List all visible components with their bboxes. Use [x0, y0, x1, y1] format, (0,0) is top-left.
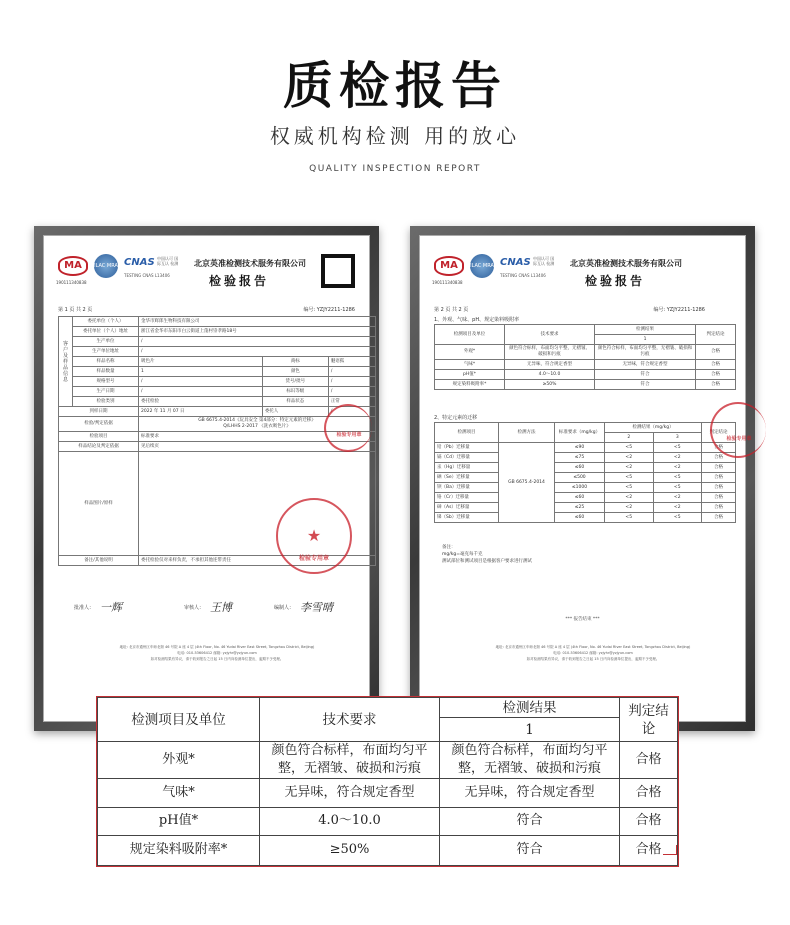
cell	[260, 779, 440, 807]
header-cell: 技术要求	[260, 698, 440, 742]
cell: 规定染料吸附率*	[435, 380, 505, 390]
cell: 合格	[702, 473, 736, 483]
cell: <2	[605, 463, 654, 473]
note-line: 测试部位和测试项目是根据客户要求进行测试	[442, 559, 532, 564]
cell: ≤25	[555, 503, 605, 513]
cell	[440, 835, 620, 865]
cell: 气味*	[435, 360, 505, 370]
header-cell: 1	[440, 718, 620, 742]
report-name: 检验报告	[209, 274, 270, 288]
ilac-logo-icon: ILAC MRA	[470, 254, 494, 278]
cell: 气味*	[98, 779, 260, 807]
cell: 合格	[696, 360, 736, 370]
cell: <2	[605, 493, 654, 503]
stamp-text: 检验专用章	[336, 432, 362, 438]
cell: GB 6675.4-2014	[499, 443, 555, 523]
cell: 委托单位（个人）地址	[73, 327, 139, 337]
cell: 技术要求	[505, 325, 595, 345]
table-row	[435, 513, 736, 523]
cell: ≤60	[555, 493, 605, 503]
page-indicator: 第 1 页 共 2 页	[58, 307, 93, 313]
table-row	[435, 370, 736, 380]
cell	[440, 807, 620, 835]
cell: /	[328, 367, 375, 377]
footer-notice: 如对检测结果有异议，请于收到报告之日起 15 日内向检测单位提出，逾期不予受理。	[150, 657, 284, 661]
ma-id: 190111340838	[56, 280, 87, 285]
stamp-text: 检验专用章	[726, 436, 752, 442]
cell: 4.0～10.0	[505, 370, 595, 380]
cell: 魅语狐	[328, 357, 375, 367]
cnas-logo-icon: CNAS	[500, 257, 531, 268]
cell: 1	[139, 367, 263, 377]
cell: 合格	[696, 380, 736, 390]
cell-line: ≥50%	[329, 842, 370, 858]
cell: 吸色片	[139, 357, 263, 367]
cell: 合格	[620, 742, 678, 779]
cell: 2022 年 11 月 07 日	[139, 407, 263, 417]
cell-line: 4.0～10.0	[318, 813, 381, 829]
table-row	[435, 463, 736, 473]
cell-line: 符合	[516, 842, 543, 858]
cell: <2	[653, 503, 702, 513]
cell: 委托检验	[139, 397, 263, 407]
cell: /	[139, 387, 263, 397]
cell: 符合	[595, 380, 696, 390]
cell: 外观*	[98, 742, 260, 779]
cell: 2	[605, 433, 654, 443]
cell: <5	[653, 443, 702, 453]
cell: 合格	[702, 493, 736, 503]
cell: ≤60	[555, 513, 605, 523]
basis-line-2: Q/LHHS 2-2017 《洗衣吸色片》	[223, 424, 291, 429]
results-table-large	[97, 697, 678, 866]
cell: 正常	[328, 397, 375, 407]
table-row	[98, 779, 678, 807]
cell: 硒（Se）迁移量	[435, 473, 499, 483]
cell: <2	[653, 463, 702, 473]
cell: /	[328, 377, 375, 387]
footer-notice: 如对检测结果有异议，请于收到报告之日起 15 日内向检测单位提出，逾期不予受理。	[526, 657, 660, 661]
note-line: mg/kg=毫克每千克	[442, 552, 483, 557]
cell: 颜色	[262, 367, 328, 377]
cell: 标准要求	[139, 432, 376, 442]
cell: <5	[653, 483, 702, 493]
inspection-stamp-partial	[710, 402, 766, 458]
cell: 外观*	[435, 345, 505, 360]
cell: 检测项目及单位	[435, 325, 505, 345]
page-subtitle: 权威机构检测 用的放心	[269, 124, 521, 148]
table-row	[435, 360, 736, 370]
corner-mark-icon	[663, 845, 677, 855]
cell: 检测方法	[499, 423, 555, 443]
cnas-sub: TESTING CNAS L13406	[124, 273, 170, 278]
cell: 委托人	[262, 407, 328, 417]
ma-logo-icon: MA	[434, 256, 464, 276]
magnified-results-table	[96, 696, 679, 867]
stamp-text: 检验专用章	[298, 555, 329, 562]
cell: 铅（Pb）迁移量	[435, 443, 499, 453]
footer-address: 地址: 北京市通州区车师北街 46 号院 A 座 4 层 (4th Floor, No. 46 Yudai River East Street, Tongzhou District, Beijing)	[119, 645, 315, 649]
right-report-sheet	[419, 235, 752, 722]
header-cell: 检测结果	[440, 698, 620, 718]
sheet-footer	[58, 644, 376, 662]
qr-code-icon	[321, 254, 355, 288]
cell-line: 整，无褶皱、破损和污痕	[277, 761, 421, 777]
cell: <2	[653, 493, 702, 503]
cell: 合格	[702, 483, 736, 493]
cell: 检验类别	[73, 397, 139, 407]
accreditation-cn-text: 中国认可 国际互认 检测	[157, 256, 179, 266]
cell: 合格	[696, 370, 736, 380]
cell: 钡（Ba）迁移量	[435, 483, 499, 493]
cell: 生产日期	[73, 387, 139, 397]
cell: ≥50%	[505, 380, 595, 390]
cell: 无异味，符合规定香型	[595, 360, 696, 370]
cell: 符合	[595, 370, 696, 380]
table-row	[98, 742, 678, 779]
cell: 生产单位	[73, 337, 139, 347]
cell: 标准要求（mg/kg）	[555, 423, 605, 443]
cell-line: 颜色符合标样，布面均匀平	[451, 743, 608, 759]
cell-line: 颜色符合标样，布面均匀平	[271, 743, 428, 759]
cell: /	[139, 347, 376, 357]
ma-id: 190111340838	[432, 280, 463, 285]
header-cell: 判定结论	[620, 698, 678, 742]
side-label: 客户及样品信息	[59, 317, 73, 407]
cell: /	[328, 407, 375, 417]
cell: 样品状态	[262, 397, 328, 407]
cell: <2	[653, 453, 702, 463]
cell: 货号/批号	[262, 377, 328, 387]
page-indicator: 第 2 页 共 2 页	[434, 307, 469, 313]
cnas-logo-icon: CNAS	[124, 257, 155, 268]
cell: <5	[653, 473, 702, 483]
inspection-stamp	[276, 498, 352, 574]
sheet-footer	[434, 644, 752, 662]
reviewer-signature: 王博	[210, 601, 232, 614]
right-certificate-frame	[410, 226, 755, 731]
cell	[440, 742, 620, 779]
cell-line: 无异味，符合规定香型	[284, 785, 415, 801]
cell: pH值*	[435, 370, 505, 380]
cell: 合格	[702, 443, 736, 453]
ilac-logo-icon: ILAC MRA	[94, 254, 118, 278]
cell: 无异味，符合规定香型	[505, 360, 595, 370]
table-row	[98, 807, 678, 835]
table-row	[98, 835, 678, 865]
cell: 到样日期	[59, 407, 139, 417]
cell: <5	[605, 473, 654, 483]
cell: <5	[605, 513, 654, 523]
cell: <2	[605, 503, 654, 513]
stamp-star-icon: ★	[306, 526, 322, 545]
cell: 检验/判定依据	[59, 417, 139, 432]
cell: 镉（Cd）迁移量	[435, 453, 499, 463]
cell: 检测项目	[435, 423, 499, 443]
cell: 规定染料吸附率*	[98, 835, 260, 865]
results-table-small	[434, 324, 736, 390]
report-end: *** 报告结束 ***	[565, 617, 600, 622]
cell: 商标	[262, 357, 328, 367]
cell: ≤500	[555, 473, 605, 483]
approver-label: 批准人：	[74, 605, 95, 611]
report-name: 检验报告	[585, 274, 646, 288]
cell: 见后续页	[139, 442, 376, 452]
cell: 1	[595, 335, 696, 345]
cell: 铬（Cr）迁移量	[435, 493, 499, 503]
cell: /	[328, 387, 375, 397]
notes	[442, 544, 532, 565]
ma-logo-icon: MA	[58, 256, 88, 276]
cell: <5	[605, 443, 654, 453]
cell: <5	[653, 513, 702, 523]
cell: 合格	[702, 453, 736, 463]
cell: 金华市辉郎生物科技有限公司	[139, 317, 376, 327]
cell: <5	[605, 483, 654, 493]
table-row	[435, 493, 736, 503]
section-2-title: 2、特定元素的迁移	[434, 415, 478, 421]
table-row	[435, 473, 736, 483]
cell: 颜色符合标样，布面均匀平整，无褶皱、破损和污痕	[595, 345, 696, 360]
cell: 锑（Sb）迁移量	[435, 513, 499, 523]
cell	[260, 835, 440, 865]
cell: 检验项目	[59, 432, 139, 442]
cell-line: 无异味，符合规定香型	[464, 785, 595, 801]
cell: 样品结论及判定依据	[59, 442, 139, 452]
cell: 标识等级	[262, 387, 328, 397]
cnas-sub: TESTING CNAS L13406	[500, 273, 546, 278]
cell: 判定结论	[696, 325, 736, 345]
cell-line: 符合	[516, 813, 543, 829]
section-1-title: 1、外观、气味、pH、规定染料吸附率	[434, 317, 520, 323]
cell: 样品数量	[73, 367, 139, 377]
cell: ≤90	[555, 443, 605, 453]
cell: 3	[653, 433, 702, 443]
cell: 样品图片/原样	[59, 452, 139, 556]
cell: 浙江省金华市东阳市白云街道上蓬村崇孝路18号	[139, 327, 376, 337]
left-certificate-frame	[34, 226, 379, 731]
cell	[260, 742, 440, 779]
cell: 规格型号	[73, 377, 139, 387]
cell: 判定结论	[702, 423, 736, 443]
cell: ≤75	[555, 453, 605, 463]
cell: /	[139, 377, 263, 387]
reviewer-label: 审核人：	[184, 605, 205, 611]
footer-address: 地址: 北京市通州区车师北街 46 号院 A 座 4 层 (4th Floor, No. 46 Yudai River East Street, Tongzhou District, Beijing)	[495, 645, 691, 649]
cell: 检测结果	[595, 325, 696, 335]
cell: 合格	[696, 345, 736, 360]
editor-signature: 李雪晴	[300, 601, 333, 614]
cell: 砷（As）迁移量	[435, 503, 499, 513]
header-cell: 检测项目及单位	[98, 698, 260, 742]
editor-label: 编制人：	[274, 605, 295, 611]
cell	[260, 807, 440, 835]
cell: 样品名称	[73, 357, 139, 367]
page-title: 质检报告	[283, 57, 507, 115]
cell: ≤1000	[555, 483, 605, 493]
table-row	[435, 453, 736, 463]
cell	[440, 779, 620, 807]
cell: 合格	[620, 807, 678, 835]
cell: pH值*	[98, 807, 260, 835]
table-row	[435, 503, 736, 513]
cell: 合格	[620, 779, 678, 807]
note-line: 备注：	[442, 545, 456, 550]
report-number: 编号: YZJY2211-1286	[653, 307, 705, 313]
org-name: 北京英准检测技术服务有限公司	[194, 259, 306, 268]
cell: 合格	[702, 513, 736, 523]
cell: ≤60	[555, 463, 605, 473]
report-number: 编号: YZJY2211-1286	[303, 307, 355, 313]
cell: 颜色符合标样，布面均匀平整，无褶皱、破损和污痕	[505, 345, 595, 360]
page-english-title: QUALITY INSPECTION REPORT	[309, 164, 481, 174]
cell: <2	[605, 453, 654, 463]
footer-contact: 电话: 010-53606412 邮箱: yzjyhr@yzjyun.com	[553, 651, 633, 655]
approver-signature: 一辉	[100, 601, 122, 614]
cell: 备注/其他说明	[59, 556, 139, 566]
table-row	[435, 380, 736, 390]
table-row	[435, 345, 736, 360]
basis-line-1: GB 6675.4-2014《玩具安全 第4部分：特定元素的迁移》	[198, 418, 316, 423]
elements-table	[434, 422, 736, 523]
cell: 委托单位（个人）	[73, 317, 139, 327]
table-row	[435, 443, 736, 453]
left-report-sheet	[43, 235, 370, 722]
cell: 生产单位地址	[73, 347, 139, 357]
cell: 委托检验仅对来样负责，不承担其他连带责任	[139, 556, 376, 566]
accreditation-cn-text: 中国认可 国际互认 检测	[533, 256, 555, 266]
cell: /	[139, 337, 376, 347]
footer-contact: 电话: 010-53606412 邮箱: yzjyhr@yzjyun.com	[177, 651, 257, 655]
cell-line: 整，无褶皱、破损和污痕	[457, 761, 601, 777]
cell: 检测结果（mg/kg）	[605, 423, 702, 433]
cell: 汞（Hg）迁移量	[435, 463, 499, 473]
cell: 合格	[702, 503, 736, 513]
table-row	[435, 483, 736, 493]
cell: 合格	[702, 463, 736, 473]
cell: 合格	[620, 835, 678, 865]
inspection-stamp-partial	[324, 404, 372, 452]
org-name: 北京英准检测技术服务有限公司	[570, 259, 682, 268]
